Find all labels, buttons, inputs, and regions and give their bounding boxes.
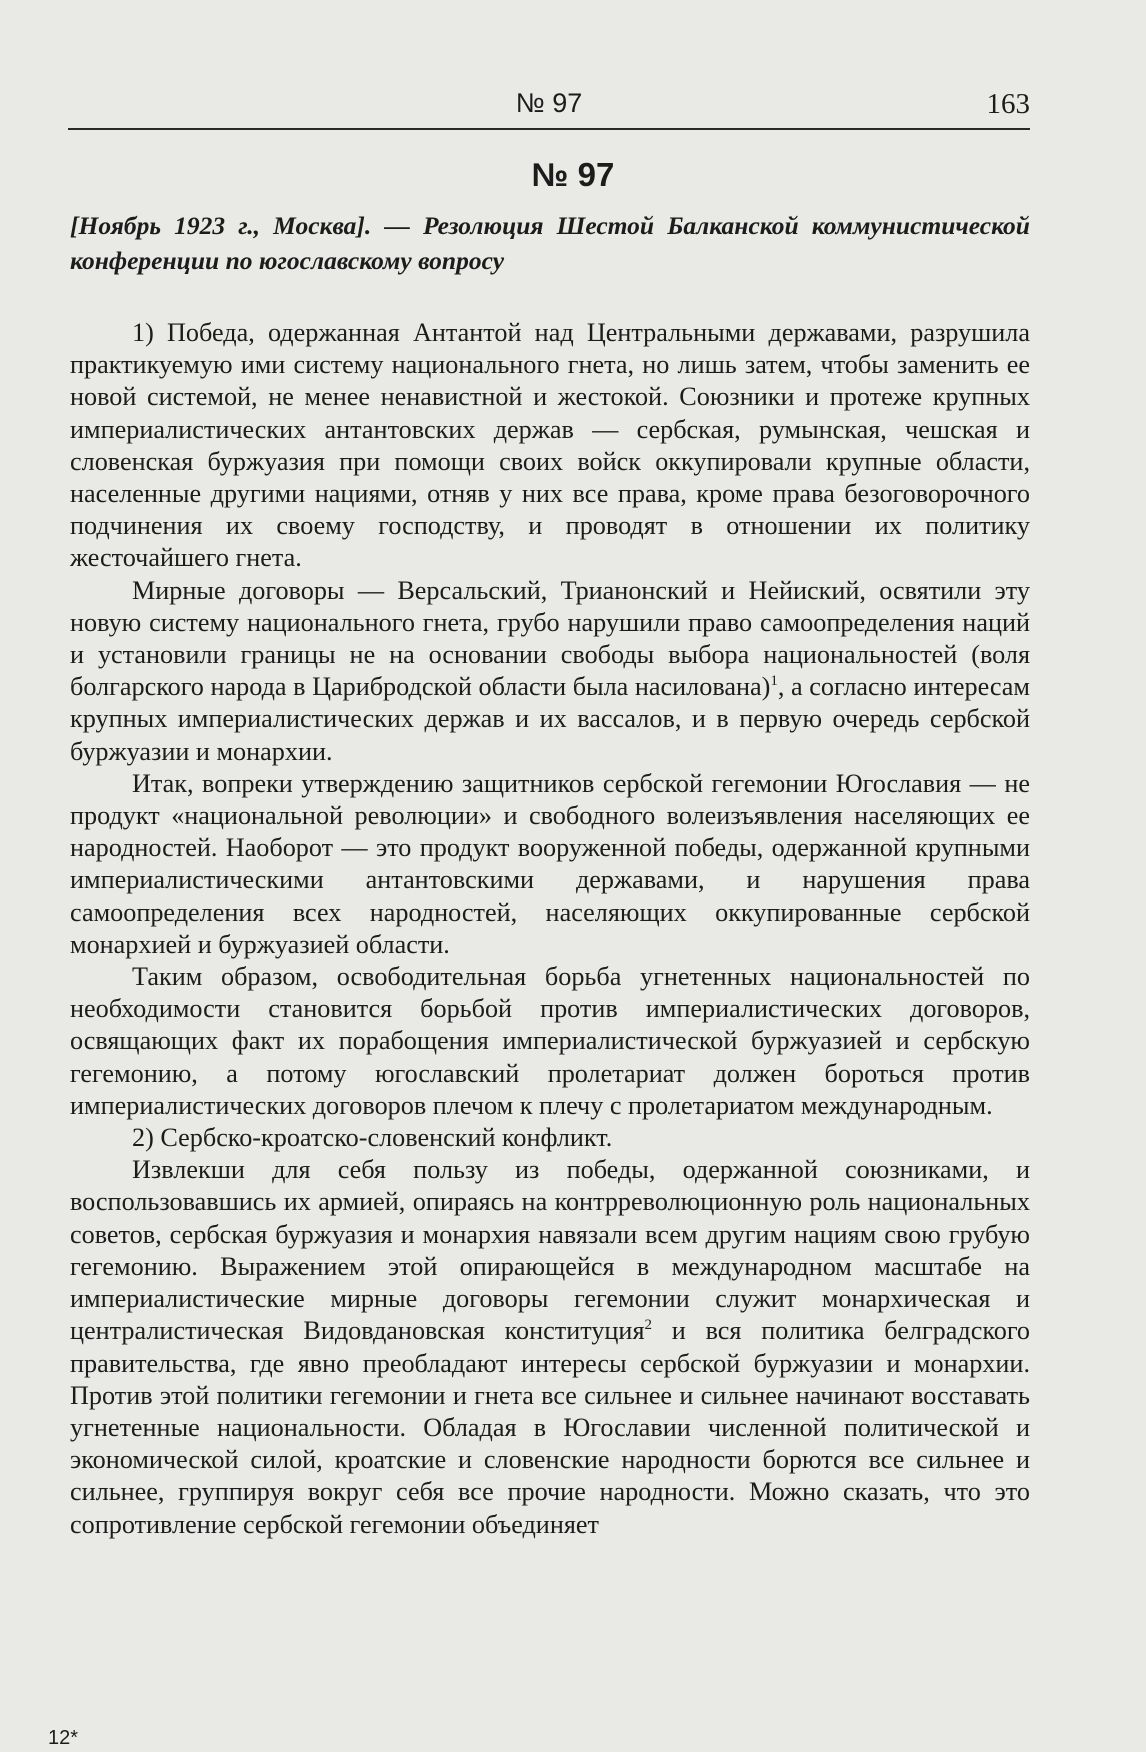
paragraph <box>70 317 1030 575</box>
paragraph <box>70 575 1030 768</box>
document-body <box>70 317 1030 1541</box>
heading-date-place: [Ноябрь 1923 г., Москва]. <box>70 211 372 240</box>
running-head-doc-number: № 97 <box>515 88 583 118</box>
paragraph-text: Таким образом, освободительная борьба угнетенных национальностей по необходимости становится борьбой против империалистических договоров, освящающих факт их порабощения империалистической буржуазией и сербскую гегемонию, а потому югославский пролетариат должен бороться против империалистических договоров плечом к плечу с пролетариатом международным. <box>70 962 1030 1120</box>
paragraph-text: Мирные договоры — Версальский, Трианонский и Нейиский, освятили эту новую систему национального гнета, грубо нарушили право самоопределения наций и установили границы не на основании свободы выбора национальностей (воля болгарского народа в Царибродской области была насилована) <box>70 575 1030 702</box>
paragraph <box>70 961 1030 1122</box>
page-number: 163 <box>986 88 1030 120</box>
running-head <box>68 84 1030 132</box>
paragraph-text: 1) Победа, одержанная Антантой над Центральными державами, разрушила практикуемую ими систему национального гнета, но лишь затем, чтобы заменить ее новой системой, не менее ненавистной и жестокой. Союзники и протеже крупных империалистических антантовских держав — сербская, румынская, чешская и словенская буржуазия при помощи своих войск оккупировали крупные области, населенные другими нациями, отняв у них все права, кроме права безоговорочного подчинения их своему господству, и проводят в отношении их политику жесточайшего гнета. <box>70 318 1030 573</box>
paragraph-text: Итак, вопреки утверждению защитников сербской гегемонии Югославия — не продукт «национальной революции» и свободного волеизъявления населяющих ее народностей. Наоборот — это продукт вооруженной победы, одержанной крупными империалистическими антантовскими державами, и нарушения права самоопределения всех народностей, населяющих оккупированные сербской монархией и буржуазией области. <box>70 768 1030 959</box>
heading-title: — Резолюция Шестой Балканской коммунистической конференции по югославскому вопросу <box>70 211 1030 275</box>
section-heading <box>70 1122 1030 1154</box>
paragraph-text-continued: и вся политика белградского правительства, где явно преобладают интересы сербской буржуазии и монархии. Против этой политики гегемонии и гнета все сильнее и сильнее начинают восставать угнетенные национальности. Обладая в Югославии численной политической и экономической силой, кроатские и словенские народности борются все сильнее и сильнее, группируя вокруг себя все прочие народности. Можно сказать, что это сопротивление сербской гегемонии объединяет <box>70 1316 1030 1539</box>
paragraph-text: Извлекши для себя пользу из победы, одержанной союзниками, и воспользовавшись их армией, опираясь на контрреволюционную роль национальных советов, сербская буржуазия и монархия навязали всем другим нациям свою грубую гегемонию. Выражением этой опирающейся в международном масштабе на империалистические мирные договоры гегемонии служит монархическая и централистическая Видовдановская конституция <box>70 1155 1030 1346</box>
document-heading <box>70 208 1030 278</box>
footnote-ref: 2 <box>644 1317 652 1334</box>
paragraph <box>70 1154 1030 1540</box>
paragraph-text: 2) Сербско-кроатско-словенский конфликт. <box>132 1123 613 1153</box>
header-rule <box>68 128 1030 130</box>
signature-mark: 12* <box>48 1727 79 1749</box>
paragraph-text-continued: , а согласно интересам крупных империалистических держав и их вассалов, и в первую очередь сербской буржуазии и монархии. <box>70 672 1030 766</box>
paragraph <box>70 768 1030 961</box>
footnote-ref: 1 <box>770 673 778 690</box>
document-number: № 97 <box>531 156 615 193</box>
